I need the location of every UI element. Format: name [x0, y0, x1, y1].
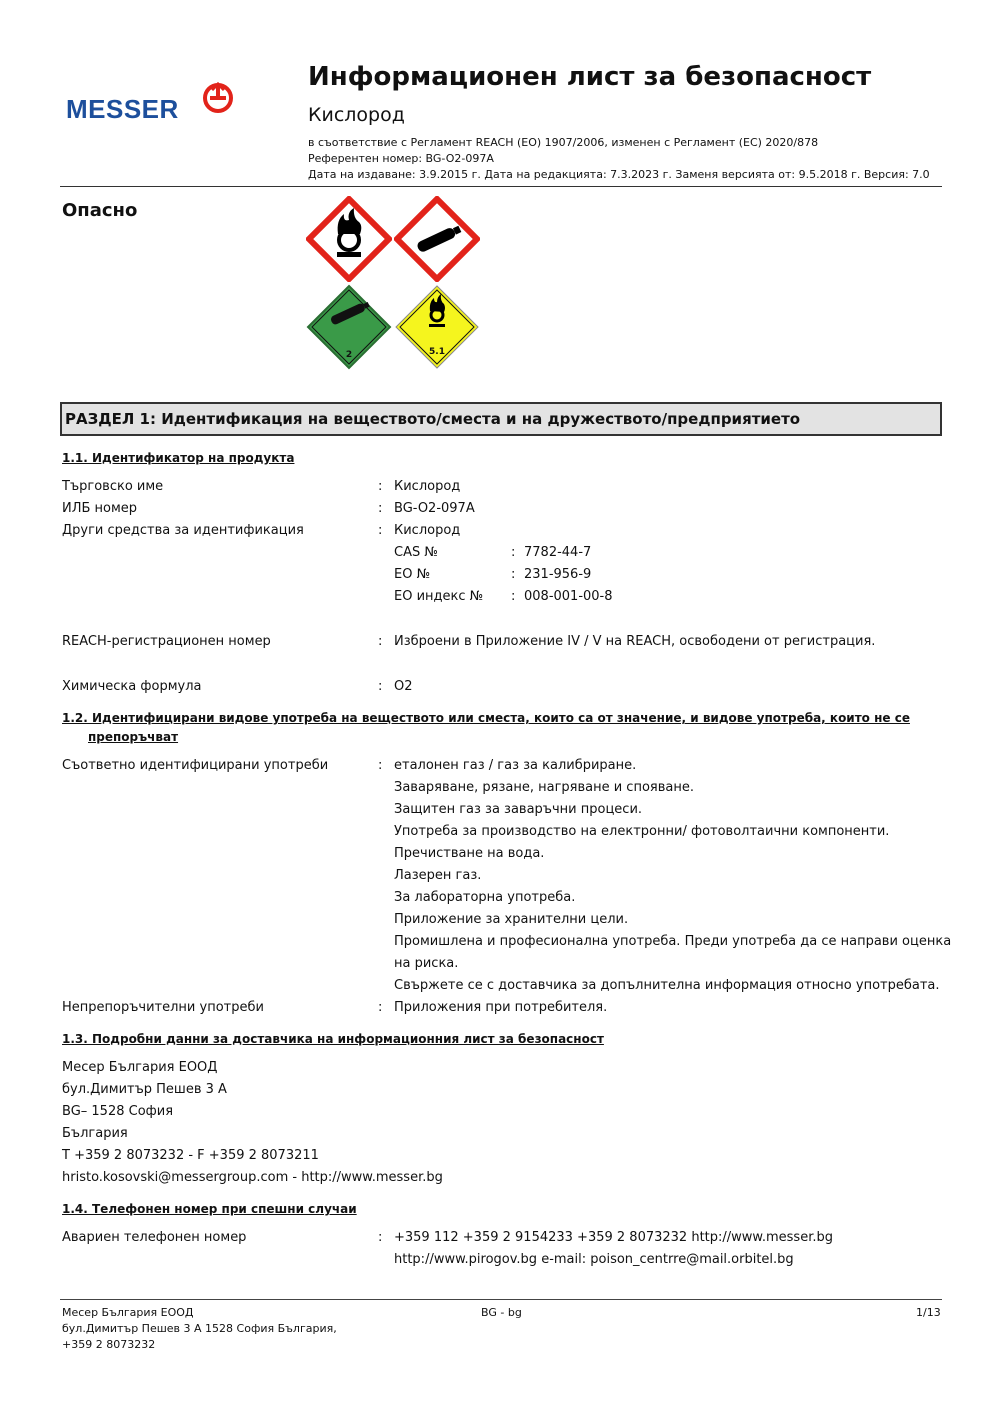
cas-label: CAS № — [394, 545, 438, 560]
use-item: Заваряване, рязане, нагряване и спояване. — [394, 780, 694, 795]
ec-label: ЕО № — [394, 567, 431, 582]
colon: : — [511, 567, 516, 582]
section-1-title: РАЗДЕЛ 1: Идентификация на веществото/сместа и на дружеството/предприятието — [65, 410, 801, 428]
colon: : — [378, 501, 383, 516]
use-item: Употреба за производство на електронни/ фотоволтаични компоненти. — [394, 824, 890, 839]
svg-text:5.1: 5.1 — [429, 347, 445, 357]
sds-number-label: ИЛБ номер — [62, 501, 138, 516]
use-item: еталонен газ / газ за калибриране. — [394, 758, 637, 773]
not-recommended-value: Приложения при потребителя. — [394, 1000, 608, 1015]
colon: : — [511, 545, 516, 560]
emergency-phone-line[interactable]: http://www.pirogov.bg e-mail: poison_centrre@mail.orbitel.bg — [394, 1252, 794, 1267]
footer-phone: +359 2 8073232 — [62, 1338, 156, 1351]
colon: : — [378, 1230, 383, 1245]
ghs04-gas-cylinder-icon — [394, 196, 480, 282]
logo-text: MESSER — [66, 94, 179, 124]
supplier-line: Месер България ЕООД — [62, 1060, 218, 1075]
other-id-value: Кислород — [394, 523, 461, 538]
subsection-1-2-heading-cont: препоръчват — [88, 730, 179, 744]
not-recommended-label: Непрепоръчителни употреби — [62, 1000, 264, 1015]
supplier-line: бул.Димитър Пешев 3 А — [62, 1082, 227, 1097]
emergency-phone-line[interactable]: +359 112 +359 2 9154233 +359 2 8073232 http://www.messer.bg — [394, 1230, 833, 1245]
messer-logo — [66, 82, 236, 128]
subsection-1-2-heading: 1.2. Идентифицирани видове употреба на веществото или сместа, които са от значение, и видове употреба, които не се — [62, 711, 910, 725]
footer-company: Месер България ЕООД — [62, 1306, 194, 1319]
signal-word: Опасно — [62, 200, 138, 221]
colon: : — [378, 679, 383, 694]
use-item: Пречистване на вода. — [394, 846, 545, 861]
reference-number: Референтен номер: BG-O2-097A — [308, 152, 494, 165]
product-name: Кислород — [308, 104, 405, 126]
formula-label: Химическа формула — [62, 679, 202, 694]
use-item: Свържете се с доставчика за допълнителна информация относно употребата. — [394, 978, 940, 993]
adr-class-5-1-label-icon — [394, 284, 480, 370]
trade-name-label: Търговско име — [62, 479, 164, 494]
supplier-contact-link[interactable]: hristo.kosovski@messergroup.com - http://www.messer.bg — [62, 1170, 443, 1185]
ec-index-label: ЕО индекс № — [394, 589, 484, 604]
footer-address: бул.Димитър Пешев 3 А 1528 София България, — [62, 1322, 337, 1335]
colon: : — [378, 634, 383, 649]
footer-page-number: 1/13 — [916, 1306, 941, 1319]
supplier-line: BG– 1528 София — [62, 1104, 174, 1119]
document-title: Информационен лист за безопасност — [308, 62, 872, 92]
messer-logo-icon — [202, 82, 234, 114]
section-1-header — [60, 402, 942, 436]
subsection-1-1-heading: 1.1. Идентификатор на продукта — [62, 451, 295, 465]
colon: : — [511, 589, 516, 604]
ec-index-value: 008-001-00-8 — [524, 589, 613, 604]
formula-value: O2 — [394, 679, 413, 694]
reach-value: Изброени в Приложение IV / V на REACH, освободени от регистрация. — [394, 634, 876, 649]
supplier-line: България — [62, 1126, 128, 1141]
use-item: Лазерен газ. — [394, 868, 482, 883]
colon: : — [378, 479, 383, 494]
header-divider — [60, 186, 942, 187]
revision-dates: Дата на издаване: 3.9.2015 г. Дата на редакцията: 7.3.2023 г. Заменя версията от: 9.5.2018 г. Версия: 7.0 — [308, 168, 930, 181]
ec-value: 231-956-9 — [524, 567, 592, 582]
adr-class-2-label-icon — [306, 284, 392, 370]
colon: : — [378, 758, 383, 773]
sds-number-value: BG-O2-097A — [394, 501, 475, 516]
reach-label: REACH-регистрационен номер — [62, 634, 271, 649]
emergency-phone-label: Авариен телефонен номер — [62, 1230, 247, 1245]
use-item: За лабораторна употреба. — [394, 890, 576, 905]
svg-text:2: 2 — [345, 350, 353, 360]
ghs03-flame-over-circle-icon — [306, 196, 392, 282]
other-id-label: Други средства за идентификация — [62, 523, 304, 538]
subsection-1-3-heading: 1.3. Подробни данни за доставчика на информационния лист за безопасност — [62, 1032, 604, 1046]
colon: : — [378, 1000, 383, 1015]
trade-name-value: Кислород — [394, 479, 461, 494]
cas-value: 7782-44-7 — [524, 545, 592, 560]
subsection-1-4-heading: 1.4. Телефонен номер при спешни случаи — [62, 1202, 357, 1216]
use-item: Промишлена и професионална употреба. Преди употреба да се направи оценка — [394, 934, 952, 949]
footer-language: BG - bg — [481, 1306, 522, 1319]
identified-uses-label: Съответно идентифицирани употреби — [62, 758, 329, 773]
regulation-text: в съответствие с Регламент REACH (ЕО) 1907/2006, изменен с Регламент (ЕС) 2020/878 — [308, 136, 819, 149]
supplier-line: T +359 2 8073232 - F +359 2 8073211 — [62, 1148, 319, 1163]
colon: : — [378, 523, 383, 538]
use-item: на риска. — [394, 956, 459, 971]
use-item: Приложение за хранителни цели. — [394, 912, 629, 927]
use-item: Защитен газ за заваръчни процеси. — [394, 802, 643, 817]
footer-divider — [60, 1299, 942, 1300]
